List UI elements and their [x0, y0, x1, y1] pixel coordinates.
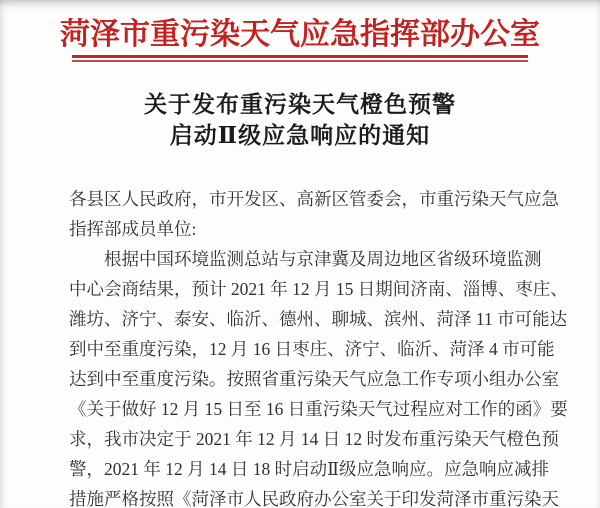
- body-text-line: 警，2021 年 12 月 14 日 18 时启动Ⅱ级应急响应。应急响应减排: [69, 459, 550, 479]
- body-text-line: 中心会商结果，预计 2021 年 12 月 15 日期间济南、淄博、枣庄、: [69, 279, 568, 299]
- body-text-line: 求，我市决定于 2021 年 12 月 14 日 12 时发布重污染天气橙色预: [69, 429, 559, 449]
- body-text-line: 到中至重度污染，12 月 16 日枣庄、济宁、临沂、菏泽 4 市可能: [69, 339, 555, 359]
- body-text-line: 各县区人民政府，市开发区、高新区管委会，市重污染天气应急: [69, 189, 559, 209]
- body-text-line: 措施严格按照《菏泽市人民政府办公室关于印发菏泽市重污染天: [69, 489, 559, 508]
- notice-title: [0, 89, 600, 151]
- body-text-line: 根据中国环境监测总站与京津冀及周边地区省级环境监测: [104, 249, 542, 269]
- body-text-line: 达到中至重度污染。按照省重污染天气应急工作专项小组办公室: [69, 369, 559, 389]
- notice-title-line2: 启动Ⅱ级应急响应的通知: [169, 123, 431, 148]
- letterhead-red-rule: [72, 55, 528, 62]
- body-text-line: 指挥部成员单位:: [69, 219, 197, 239]
- notice-body: [69, 184, 568, 508]
- notice-title-line1: 关于发布重污染天气橙色预警: [144, 92, 456, 117]
- body-text-line: 潍坊、济宁、泰安、临沂、德州、聊城、滨州、菏泽 11 市可能达: [69, 309, 568, 329]
- body-text-line: 《关于做好 12 月 15 日至 16 日重污染天气过程应对工作的函》要: [69, 399, 568, 419]
- issuer-letterhead-title: 菏泽市重污染天气应急指挥部办公室: [60, 18, 540, 51]
